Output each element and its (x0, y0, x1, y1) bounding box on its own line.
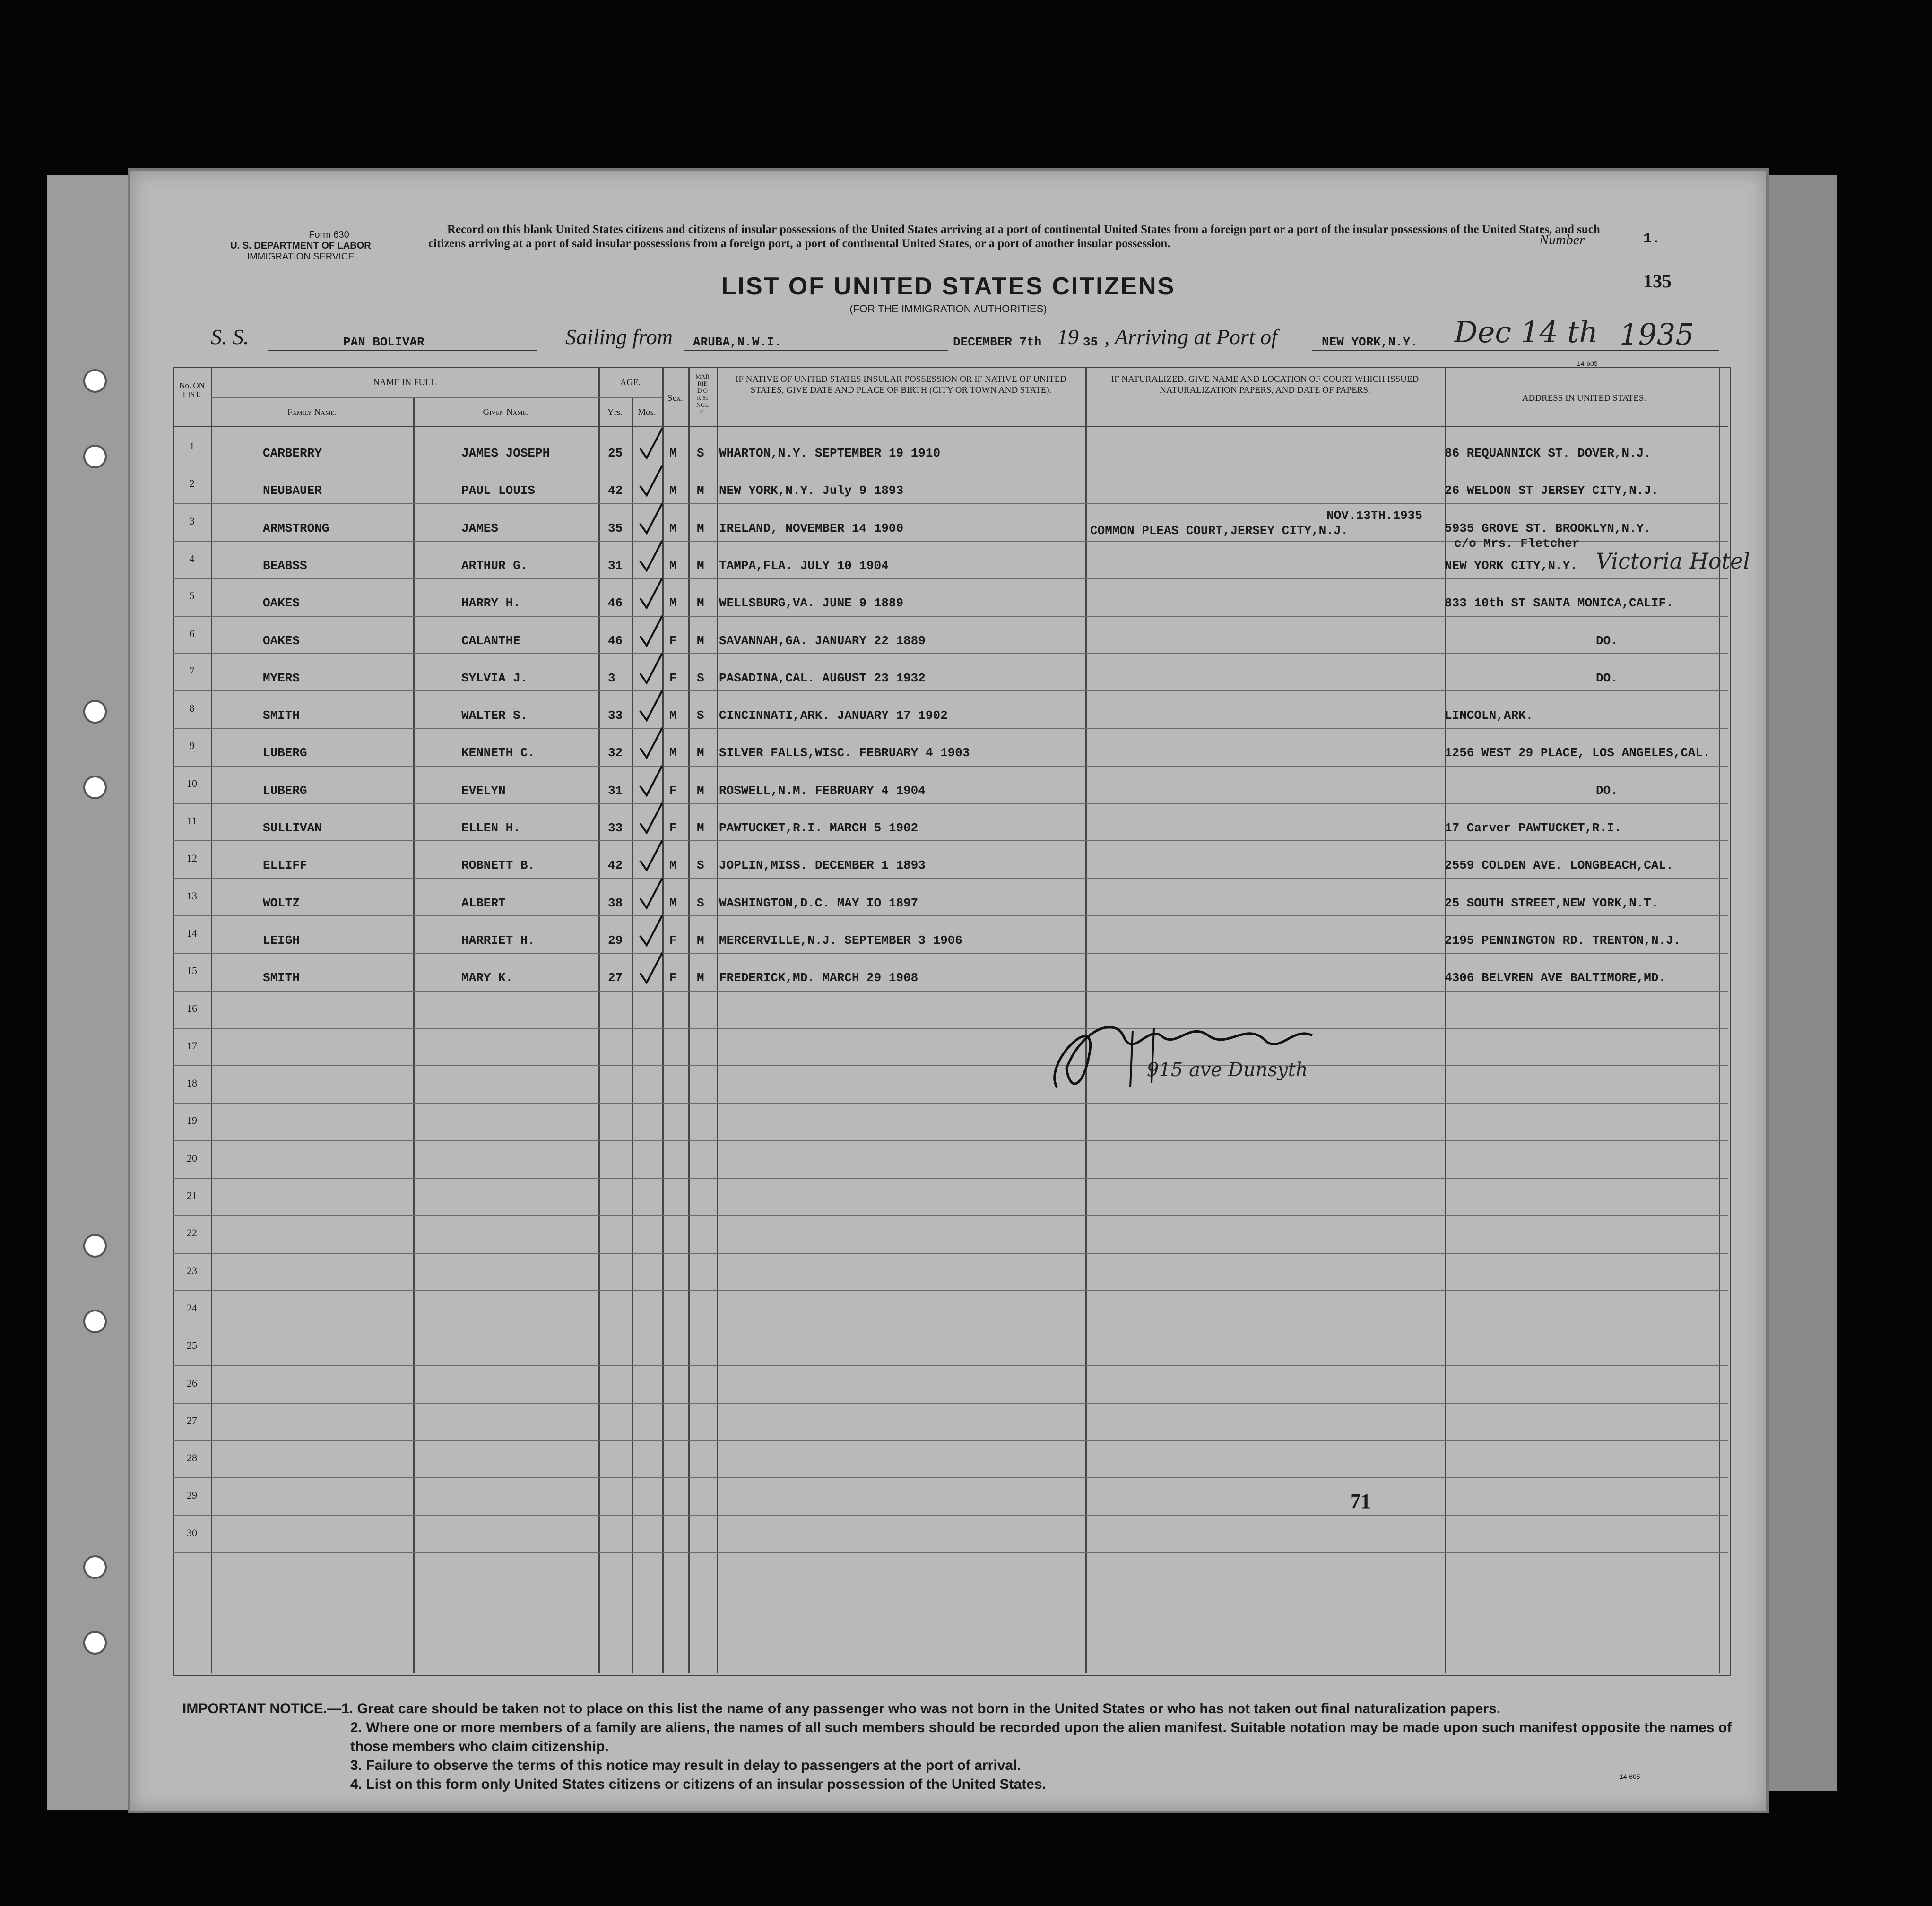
row-number: 10 (187, 777, 197, 789)
arrival-date-handwritten: Dec 14 th (1454, 315, 1598, 349)
ship-name: PAN BOLIVAR (343, 335, 425, 349)
arrival-port: NEW YORK,N.Y. (1322, 335, 1418, 349)
passenger-sex: M (669, 708, 677, 723)
passenger-marital-status: M (697, 783, 704, 798)
passenger-age-years: 42 (608, 858, 623, 873)
passenger-sex: F (669, 971, 677, 985)
row-number: 13 (187, 889, 197, 902)
row-rule (173, 1103, 1728, 1104)
passenger-age-years: 29 (608, 933, 623, 948)
manifest-sheet (128, 168, 1769, 1813)
passenger-address: 17 Carver PAWTUCKET,R.I. (1445, 821, 1622, 835)
notice-item-2: 2. Where one or more members of a family are aliens, the names of all such members should be recorded upon the alien manifest. Suitable notation may be made upon such manifest opposite the names of those members who claim citizenship. (350, 1720, 1732, 1754)
important-notice (182, 1699, 1742, 1794)
arrival-year: 1935 (1620, 317, 1694, 352)
sail-year-prefix: 19 (1057, 325, 1079, 349)
manifest-rows (130, 171, 1766, 1683)
row-rule (173, 728, 1728, 729)
row-number: 3 (189, 515, 195, 527)
row-number: 5 (189, 590, 195, 602)
right-page-edge (1766, 175, 1837, 1791)
naturalization-date: NOV.13TH.1935 (1326, 508, 1422, 523)
passenger-family-name: SMITH (263, 971, 300, 985)
arriving-label: , Arriving at Port of (1104, 325, 1277, 349)
passenger-address: 25 SOUTH STREET,NEW YORK,N.T. (1445, 896, 1659, 910)
passenger-birthplace: TAMPA,FLA. JULY 10 1904 (719, 558, 889, 573)
passenger-address: 1256 WEST 29 PLACE, LOS ANGELES,CAL. (1445, 746, 1710, 760)
row-number: 23 (187, 1264, 197, 1276)
row-number: 15 (187, 965, 197, 977)
header-no-on-list: No. ON LIST. (179, 381, 205, 399)
sail-date: DECEMBER 7th (953, 335, 1042, 349)
passenger-family-name: LUBERG (263, 783, 307, 798)
passenger-birthplace: FREDERICK,MD. MARCH 29 1908 (719, 971, 918, 985)
check-mark-icon (636, 688, 665, 726)
passenger-age-years: 46 (608, 633, 623, 648)
row-rule (173, 1440, 1728, 1441)
row-number: 26 (187, 1377, 197, 1389)
passenger-birthplace: NEW YORK,N.Y. July 9 1893 (719, 483, 904, 498)
passenger-sex: M (669, 596, 677, 611)
passenger-given-name: JAMES (461, 521, 499, 535)
check-mark-icon (636, 463, 665, 501)
passenger-birthplace: CINCINNATI,ARK. JANUARY 17 1902 (719, 708, 948, 723)
passenger-age-years: 46 (608, 596, 623, 611)
passenger-address-handwritten: Victoria Hotel (1596, 548, 1750, 574)
check-mark-icon (636, 876, 665, 914)
row-number: 22 (187, 1227, 197, 1239)
row-rule (173, 1178, 1728, 1179)
header-address: ADDRESS IN UNITED STATES. (1522, 393, 1646, 403)
passenger-sex: F (669, 633, 677, 648)
row-number: 20 (187, 1152, 197, 1164)
header-yrs: Yrs. (607, 407, 623, 417)
passenger-marital-status: M (697, 933, 704, 948)
row-rule (173, 991, 1728, 992)
passenger-birthplace: PAWTUCKET,R.I. MARCH 5 1902 (719, 821, 918, 835)
page-subtitle: (FOR THE IMMIGRATION AUTHORITIES) (849, 303, 1047, 315)
passenger-marital-status: S (697, 896, 704, 910)
binder-hole (83, 700, 107, 724)
check-mark-icon (636, 576, 665, 613)
passenger-sex: M (669, 446, 677, 460)
passenger-given-name: ARTHUR G. (461, 558, 528, 573)
check-mark-icon (636, 913, 665, 951)
row-rule (173, 803, 1728, 804)
row-rule (173, 1215, 1728, 1216)
passenger-address: 833 10th ST SANTA MONICA,CALIF. (1445, 596, 1673, 611)
naturalization-court: COMMON PLEAS COURT,JERSEY CITY,N.J. (1090, 523, 1349, 538)
passenger-given-name: JAMES JOSEPH (461, 446, 550, 460)
passenger-marital-status: M (697, 521, 704, 535)
passenger-age-years: 3 (608, 671, 615, 685)
passenger-age-years: 25 (608, 446, 623, 460)
binder-hole (83, 1234, 107, 1258)
row-rule (173, 915, 1728, 916)
row-rule (173, 1065, 1728, 1066)
passenger-marital-status: M (697, 483, 704, 498)
passenger-address: 86 REQUANNICK ST. DOVER,N.J. (1445, 446, 1651, 460)
form-code-top: 14-605 (1577, 360, 1598, 367)
check-mark-icon (636, 763, 665, 801)
header-family-name: Family Name. (287, 407, 337, 417)
passenger-sex: M (669, 858, 677, 873)
header-mos: Mos. (638, 407, 656, 417)
passenger-marital-status: M (697, 746, 704, 760)
number-value: 1. (1643, 231, 1661, 247)
passenger-marital-status: S (697, 858, 704, 873)
passenger-age-years: 31 (608, 783, 623, 798)
passenger-marital-status: S (697, 708, 704, 723)
row-number: 17 (187, 1039, 197, 1052)
row-number: 1 (189, 440, 195, 452)
binder-hole (83, 1631, 107, 1655)
inspector-signature-mark (1038, 993, 1331, 1116)
passenger-family-name: OAKES (263, 596, 300, 611)
passenger-family-name: OAKES (263, 633, 300, 648)
form-instructions: Record on this blank United States citizens and citizens of insular possessions of the United States arriving at a port of continental United States from a foreign port or a port of the insular possessions of the United States, and such citizens arriving at a port of said insular possessions from a foreign port, a port of continental United States, or a port of another insular possession. (428, 223, 1600, 250)
binder-hole (83, 445, 107, 468)
row-rule (173, 1515, 1728, 1516)
passenger-birthplace: PASADINA,CAL. AUGUST 23 1932 (719, 671, 926, 685)
passenger-given-name: HARRY H. (461, 596, 520, 611)
row-number: 4 (189, 552, 195, 564)
binder-hole (83, 1310, 107, 1333)
passenger-age-years: 42 (608, 483, 623, 498)
passenger-marital-status: M (697, 558, 704, 573)
row-number: 8 (189, 702, 195, 715)
check-mark-icon (636, 501, 665, 539)
passenger-age-years: 38 (608, 896, 623, 910)
check-mark-icon (636, 538, 665, 576)
row-number: 28 (187, 1452, 197, 1464)
header-naturalization: IF NATURALIZED, GIVE NAME AND LOCATION OF COURT WHICH ISSUED NATURALIZATION PAPERS, AND DATE OF PAPERS. (1111, 374, 1419, 395)
row-number: 14 (187, 927, 197, 939)
passenger-given-name: MARY K. (461, 971, 513, 985)
passenger-sex: M (669, 746, 677, 760)
header-birth-place: IF NATIVE OF UNITED STATES INSULAR POSSESSION OR IF NATIVE OF UNITED STATES, GIVE DATE AND PLACE OF BIRTH (CITY OR TOWN AND STATE). (736, 374, 1066, 395)
row-number: 9 (189, 740, 195, 752)
passenger-given-name: ELLEN H. (461, 821, 520, 835)
passenger-age-years: 33 (608, 821, 623, 835)
passenger-given-name: WALTER S. (461, 708, 528, 723)
passenger-marital-status: M (697, 971, 704, 985)
passenger-age-years: 32 (608, 746, 623, 760)
row-rule (173, 766, 1728, 767)
row-rule (173, 578, 1728, 579)
notice-label: IMPORTANT NOTICE. (182, 1701, 328, 1716)
row-number: 27 (187, 1414, 197, 1426)
row-rule (173, 1403, 1728, 1404)
row-number: 18 (187, 1077, 197, 1089)
passenger-sex: F (669, 933, 677, 948)
passenger-age-years: 35 (608, 521, 623, 535)
header-married-single: MARRIED OR SINGLE. (695, 373, 710, 415)
passenger-family-name: LEIGH (263, 933, 300, 948)
passenger-sex: M (669, 521, 677, 535)
passenger-family-name: SMITH (263, 708, 300, 723)
header-name-in-full: NAME IN FULL (373, 378, 436, 388)
form-number: Form 630 (309, 230, 349, 240)
passenger-family-name: BEABSS (263, 558, 307, 573)
passenger-marital-status: S (697, 671, 704, 685)
row-number: 21 (187, 1190, 197, 1201)
check-mark-icon (636, 426, 665, 464)
passenger-given-name: PAUL LOUIS (461, 483, 536, 498)
passenger-address: DO. (1596, 633, 1618, 648)
passenger-age-years: 27 (608, 971, 623, 985)
passenger-address-line2: c/o Mrs. Fletcher (1454, 536, 1580, 551)
row-rule (173, 503, 1728, 504)
header-age: AGE. (620, 378, 641, 388)
check-mark-icon (636, 651, 665, 689)
check-mark-icon (636, 838, 665, 876)
passenger-sex: F (669, 821, 677, 835)
passenger-marital-status: S (697, 446, 704, 460)
passenger-address: DO. (1596, 671, 1618, 685)
passenger-birthplace: WHARTON,N.Y. SEPTEMBER 19 1910 (719, 446, 941, 460)
passenger-sex: M (669, 483, 677, 498)
passenger-marital-status: M (697, 821, 704, 835)
passenger-address: 26 WELDON ST JERSEY CITY,N.J. (1445, 483, 1659, 498)
row-number: 19 (187, 1114, 197, 1127)
passenger-age-years: 31 (608, 558, 623, 573)
passenger-given-name: EVELYN (461, 783, 506, 798)
passenger-given-name: ALBERT (461, 896, 506, 910)
passenger-birthplace: ROSWELL,N.M. FEBRUARY 4 1904 (719, 783, 926, 798)
passenger-family-name: LUBERG (263, 746, 307, 760)
passenger-address: 2195 PENNINGTON RD. TRENTON,N.J. (1445, 933, 1681, 948)
passenger-birthplace: WELLSBURG,VA. JUNE 9 1889 (719, 596, 904, 611)
passenger-address: 5935 GROVE ST. BROOKLYN,N.Y. (1445, 521, 1651, 535)
row-rule (173, 878, 1728, 879)
notice-item-3: 3. Failure to observe the terms of this notice may result in delay to passengers at the port of arrival. (350, 1758, 1021, 1773)
row-number: 2 (189, 477, 195, 490)
row-rule (173, 1477, 1728, 1478)
row-number: 11 (187, 815, 197, 827)
passenger-birthplace: IRELAND, NOVEMBER 14 1900 (719, 521, 904, 535)
number-label: Number (1539, 232, 1585, 248)
row-rule (173, 690, 1728, 691)
passenger-marital-status: M (697, 596, 704, 611)
passenger-given-name: KENNETH C. (461, 746, 536, 760)
passenger-given-name: ROBNETT B. (461, 858, 536, 873)
passenger-birthplace: WASHINGTON,D.C. MAY IO 1897 (719, 896, 918, 910)
row-rule (173, 1365, 1728, 1366)
passenger-birthplace: MERCERVILLE,N.J. SEPTEMBER 3 1906 (719, 933, 962, 948)
row-rule (173, 953, 1728, 954)
passenger-family-name: NEUBAUER (263, 483, 322, 498)
notice-item-4: 4. List on this form only United States citizens or citizens of an insular possession of the United States. (350, 1777, 1046, 1792)
passenger-family-name: MYERS (263, 671, 300, 685)
form-department: U. S. DEPARTMENT OF LABOR (230, 241, 371, 251)
row-number: 12 (187, 852, 197, 864)
row-number: 7 (189, 664, 195, 677)
row-number: 16 (187, 1002, 197, 1014)
row-rule (173, 840, 1728, 841)
row-number: 25 (187, 1339, 197, 1352)
passenger-given-name: SYLVIA J. (461, 671, 528, 685)
page-title: LIST OF UNITED STATES CITIZENS (721, 273, 1176, 300)
signature-note: 915 ave Dunsyth (1147, 1059, 1308, 1081)
stamp-number: 71 (1350, 1490, 1371, 1513)
sailing-from-label: Sailing from (565, 325, 673, 349)
row-rule (173, 616, 1728, 617)
passenger-birthplace: SAVANNAH,GA. JANUARY 22 1889 (719, 633, 926, 648)
passenger-sex: M (669, 896, 677, 910)
check-mark-icon (636, 801, 665, 838)
row-number: 24 (187, 1302, 197, 1314)
form-service: IMMIGRATION SERVICE (247, 251, 355, 262)
row-rule (173, 1028, 1728, 1029)
binder-hole (83, 369, 107, 393)
passenger-sex: F (669, 671, 677, 685)
row-rule (173, 653, 1728, 654)
form-code-bottom: 14-605 (1620, 1773, 1640, 1780)
passenger-birthplace: JOPLIN,MISS. DECEMBER 1 1893 (719, 858, 926, 873)
passenger-family-name: WOLTZ (263, 896, 300, 910)
passenger-family-name: CARBERRY (263, 446, 322, 460)
row-number: 29 (187, 1489, 197, 1501)
passenger-sex: F (669, 783, 677, 798)
ss-label: S. S. (211, 325, 249, 349)
passenger-sex: M (669, 558, 677, 573)
row-rule (173, 1253, 1728, 1254)
notice-item-1: —1. Great care should be taken not to place on this list the name of any passenger who was not born in the United States or who has not taken out final naturalization papers. (327, 1701, 1501, 1716)
row-rule (173, 1140, 1728, 1141)
check-mark-icon (636, 725, 665, 763)
check-mark-icon (636, 613, 665, 651)
passenger-family-name: ELLIFF (263, 858, 307, 873)
passenger-address: NEW YORK CITY,N.Y. (1445, 558, 1577, 573)
header-sex: Sex. (667, 393, 684, 403)
check-mark-icon (636, 950, 665, 988)
binder-hole (83, 1555, 107, 1579)
passenger-given-name: HARRIET H. (461, 933, 536, 948)
passenger-address: 2559 COLDEN AVE. LONGBEACH,CAL. (1445, 858, 1673, 873)
header-given-name: Given Name. (483, 407, 529, 417)
passenger-address: DO. (1596, 783, 1618, 798)
passenger-birthplace: SILVER FALLS,WISC. FEBRUARY 4 1903 (719, 746, 970, 760)
binder-hole (83, 776, 107, 799)
passenger-marital-status: M (697, 633, 704, 648)
page-number: 135 (1643, 270, 1672, 292)
sailing-port: ARUBA,N.W.I. (693, 335, 782, 349)
passenger-address: LINCOLN,ARK. (1445, 708, 1533, 723)
passenger-given-name: CALANTHE (461, 633, 520, 648)
row-rule (173, 1290, 1728, 1291)
row-number: 6 (189, 627, 195, 639)
passenger-address: 4306 BELVREN AVE BALTIMORE,MD. (1445, 971, 1666, 985)
row-number: 30 (187, 1527, 197, 1539)
passenger-age-years: 33 (608, 708, 623, 723)
sail-year-suffix: 35 (1083, 335, 1098, 349)
passenger-family-name: ARMSTRONG (263, 521, 329, 535)
passenger-family-name: SULLIVAN (263, 821, 322, 835)
row-rule (173, 1552, 1728, 1553)
